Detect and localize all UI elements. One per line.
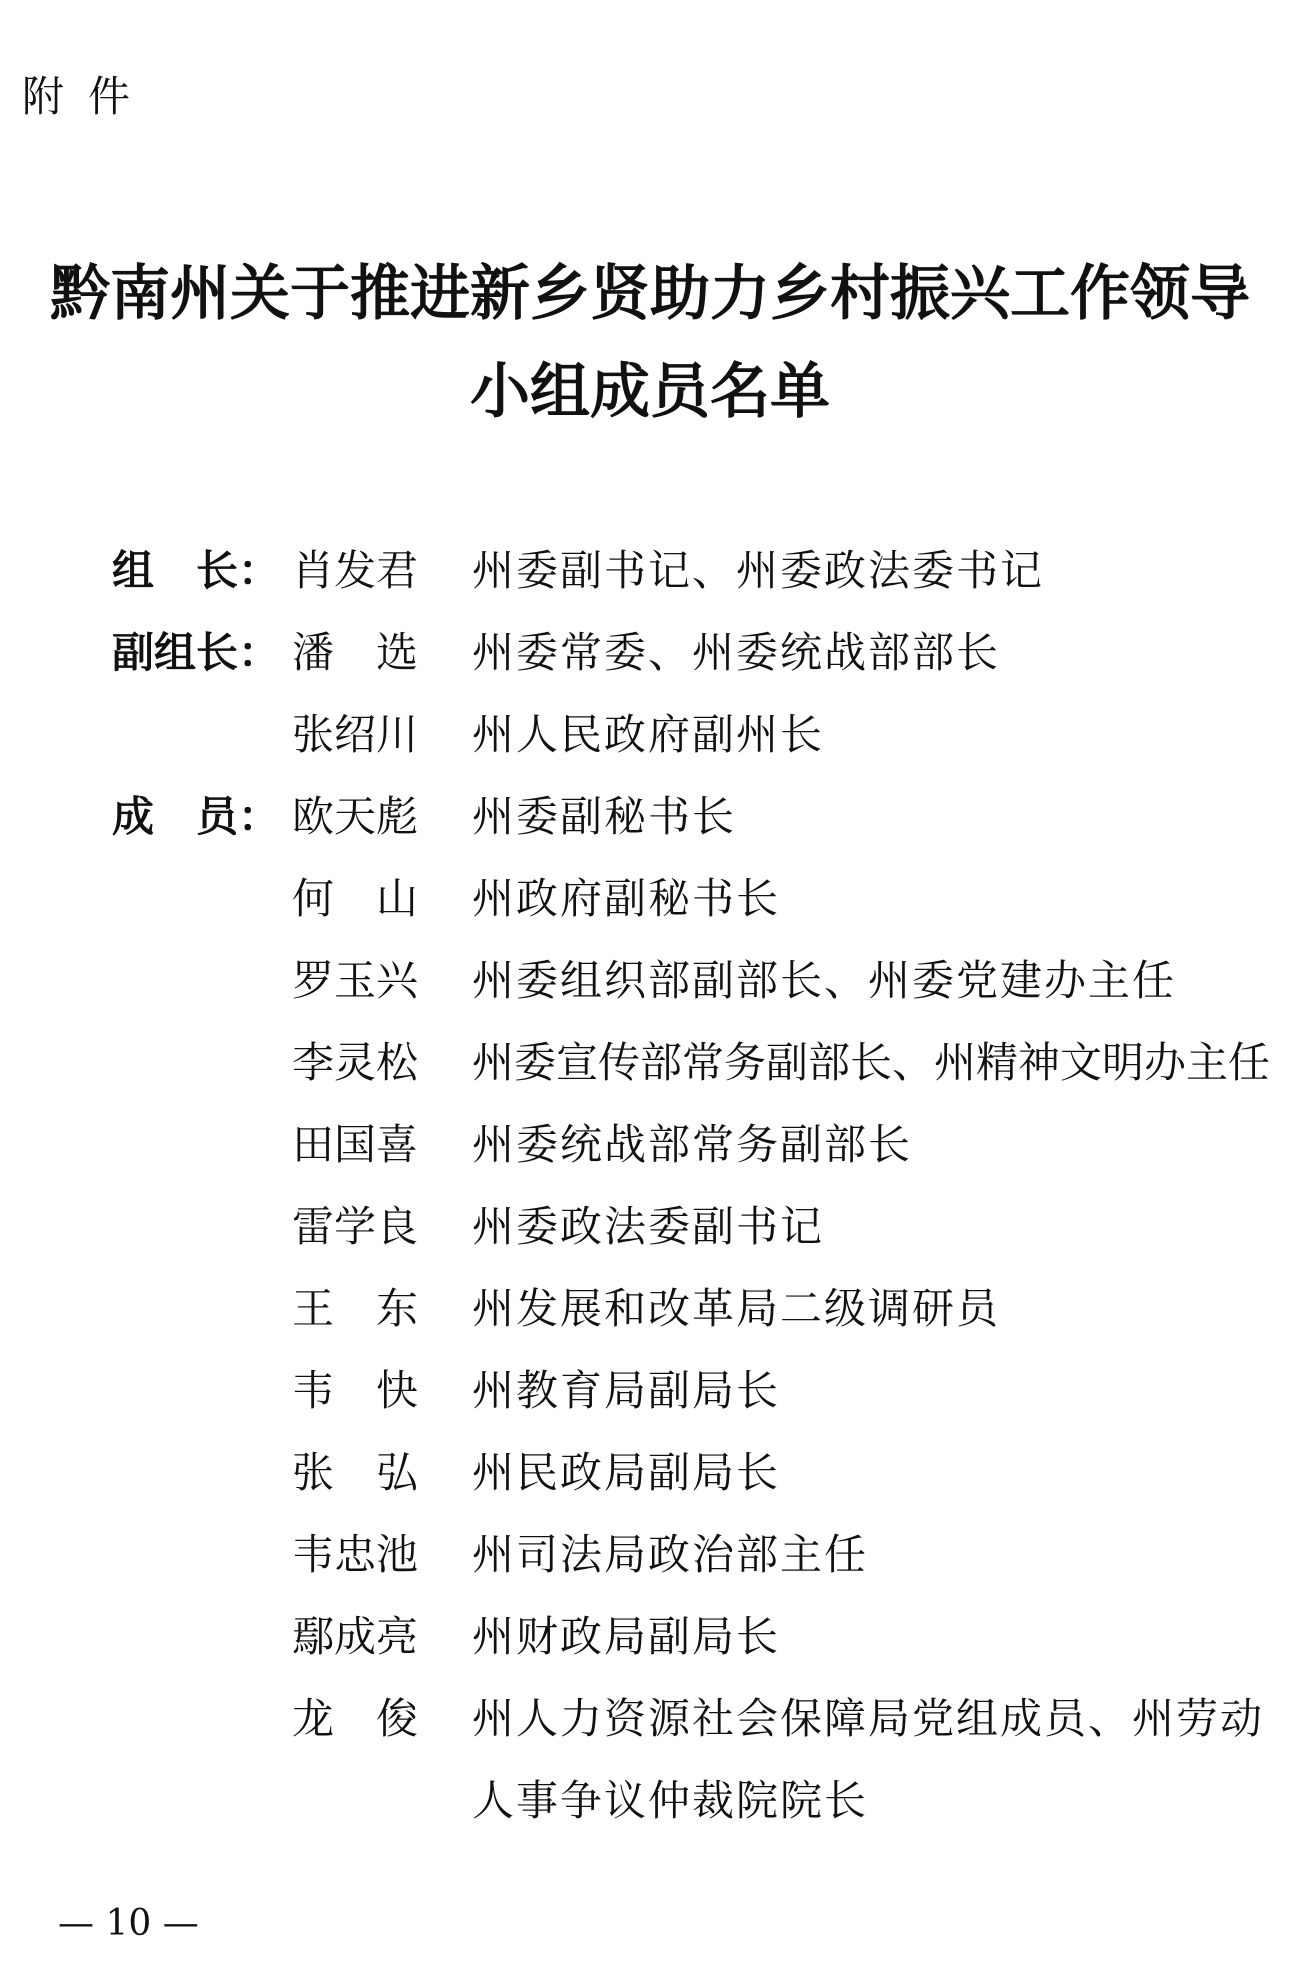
member-role: 副组长： <box>112 628 281 677</box>
member-name: 韦忠池 <box>292 1530 419 1579</box>
member-position: 州政府副秘书长 <box>472 874 781 923</box>
document-title-line-1: 黔南州关于推进新乡贤助力乡村振兴工作领导 <box>50 259 1250 329</box>
member-position: 州委副秘书长 <box>472 792 737 841</box>
member-row <box>0 1276 1300 1358</box>
member-position: 州民政局副局长 <box>472 1448 781 1497</box>
member-row <box>0 620 1300 702</box>
member-name: 何 山 <box>292 874 419 923</box>
member-row <box>0 1522 1300 1604</box>
member-name: 李灵松 <box>292 1038 419 1087</box>
member-name: 张绍川 <box>292 710 419 759</box>
member-row <box>0 1030 1300 1112</box>
member-row <box>0 702 1300 784</box>
member-position: 州财政局副局长 <box>472 1612 781 1661</box>
member-name: 王 东 <box>292 1284 419 1333</box>
member-position: 州委副书记、州委政法委书记 <box>472 546 1045 595</box>
document-title-line-2: 小组成员名单 <box>470 357 830 427</box>
member-row <box>0 1194 1300 1276</box>
member-list <box>0 538 1300 1850</box>
member-position: 州司法局政治部主任 <box>472 1530 869 1579</box>
member-name: 雷学良 <box>292 1202 419 1251</box>
member-name: 潘 选 <box>292 628 419 677</box>
member-name: 罗玉兴 <box>292 956 419 1005</box>
member-row <box>0 538 1300 620</box>
member-row <box>0 1440 1300 1522</box>
member-row <box>0 1686 1300 1850</box>
page-number: — 10 — <box>58 1903 199 1944</box>
member-name: 田国喜 <box>292 1120 419 1169</box>
member-role: 组 长： <box>112 546 281 595</box>
member-role: 成 员： <box>112 792 281 841</box>
member-name: 韦 快 <box>292 1366 419 1415</box>
member-row <box>0 1604 1300 1686</box>
member-row <box>0 866 1300 948</box>
member-row <box>0 948 1300 1030</box>
member-position: 州委宣传部常务副部长、州精神文明办主任 <box>472 1038 1271 1087</box>
member-position: 州人民政府副州长 <box>472 710 825 759</box>
attachment-label: 附件 <box>22 72 155 121</box>
member-position: 州委组织部副部长、州委党建办主任 <box>472 956 1177 1005</box>
member-position: 州委统战部常务副部长 <box>472 1120 913 1169</box>
member-row <box>0 784 1300 866</box>
member-name: 鄢成亮 <box>292 1612 419 1661</box>
member-row <box>0 1112 1300 1194</box>
member-position: 州委政法委副书记 <box>472 1202 825 1251</box>
member-name: 欧天彪 <box>292 792 419 841</box>
member-position: 州发展和改革局二级调研员 <box>472 1284 1001 1333</box>
member-name: 龙 俊 <box>292 1694 419 1743</box>
member-position: 州委常委、州委统战部部长 <box>472 628 1001 677</box>
member-name: 肖发君 <box>292 546 419 595</box>
member-position: 州人力资源社会保障局党组成员、州劳动人事争议仲裁院院长 <box>472 1694 1265 1825</box>
member-position: 州教育局副局长 <box>472 1366 781 1415</box>
document-title <box>0 245 1300 441</box>
member-name: 张 弘 <box>292 1448 419 1497</box>
member-row <box>0 1358 1300 1440</box>
